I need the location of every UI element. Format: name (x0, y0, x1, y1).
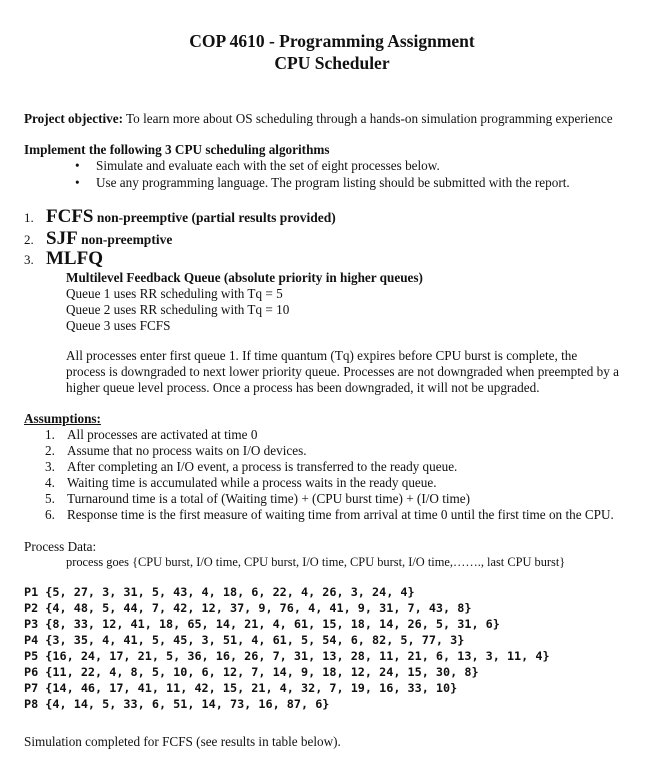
process-row: P1 {5, 27, 3, 31, 5, 43, 4, 18, 6, 22, 4, 26, 3, 24, 4} (24, 585, 415, 599)
algorithm-number: 3. (24, 252, 34, 267)
assumption-item (45, 427, 258, 443)
process-row: P7 {14, 46, 17, 41, 11, 42, 15, 21, 4, 32, 7, 19, 16, 33, 10} (24, 681, 458, 695)
objective-line (24, 111, 613, 127)
algorithm-name: SJF (46, 228, 78, 249)
assumption-item (45, 475, 437, 491)
assumption-number: 4. (45, 475, 55, 490)
algorithm-desc: non-preemptive (partial results provided) (93, 210, 336, 225)
mlfq-heading: Multilevel Feedback Queue (absolute priority in higher queues) (66, 270, 423, 285)
assumption-text: Response time is the first measure of waiting time from arrival at time 0 until the first time on the CPU. (67, 507, 614, 522)
mlfq-paragraph-line: All processes enter first queue 1. If time quantum (Tq) expires before CPU burst is complete, the (66, 348, 578, 363)
process-row: P5 {16, 24, 17, 21, 5, 36, 16, 26, 7, 31, 13, 28, 11, 21, 6, 13, 3, 11, 4} (24, 649, 550, 663)
assumption-number: 5. (45, 491, 55, 506)
assumption-text: Assume that no process waits on I/O devices. (67, 443, 307, 458)
title-assignment: CPU Scheduler (274, 53, 390, 73)
algorithm-number: 1. (24, 210, 34, 225)
objective-label: Project objective: (24, 111, 123, 126)
algorithm-item-mlfq (24, 248, 103, 270)
process-data-heading: Process Data: (24, 539, 97, 554)
assumption-text: Turnaround time is a total of (Waiting time) + (CPU burst time) + (I/O time) (67, 491, 471, 506)
algorithm-name: MLFQ (46, 248, 103, 269)
assumption-number: 3. (45, 459, 55, 474)
process-row: P2 {4, 48, 5, 44, 7, 42, 12, 37, 9, 76, 4, 41, 9, 31, 7, 43, 8} (24, 601, 472, 615)
mlfq-paragraph-line: process is downgraded to next lower priority queue. Processes are not downgraded when preempted by a (66, 364, 619, 379)
assumption-text: After completing an I/O event, a process is transferred to the ready queue. (67, 459, 458, 474)
assumption-number: 2. (45, 443, 55, 458)
assumption-item (45, 507, 614, 523)
process-row: P3 {8, 33, 12, 41, 18, 65, 14, 21, 4, 61, 15, 18, 14, 26, 5, 31, 6} (24, 617, 500, 631)
assumption-text: Waiting time is accumulated while a process waits in the ready queue. (67, 475, 437, 490)
implement-heading: Implement the following 3 CPU scheduling algorithms (24, 142, 330, 157)
algorithm-desc: non-preemptive (77, 232, 173, 247)
assumptions-heading: Assumptions: (24, 411, 101, 426)
assumption-item (45, 459, 458, 475)
process-row: P6 {11, 22, 4, 8, 5, 10, 6, 12, 7, 14, 9, 18, 12, 24, 15, 30, 8} (24, 665, 479, 679)
bullet-item: • Use any programming language. The program listing should be submitted with the report. (96, 175, 570, 191)
mlfq-paragraph-line: higher queue level process. Once a process has been downgraded, it will not be upgraded. (66, 380, 540, 395)
algorithm-item-fcfs (24, 206, 336, 228)
bullet-item: • Simulate and evaluate each with the set of eight processes below. (96, 158, 440, 174)
algorithm-item-sjf (24, 228, 172, 250)
algorithm-name: FCFS (46, 206, 94, 227)
assumption-number: 6. (45, 507, 55, 522)
process-row: P4 {3, 35, 4, 41, 5, 45, 3, 51, 4, 61, 5, 54, 6, 82, 5, 77, 3} (24, 633, 465, 647)
assumption-text: All processes are activated at time 0 (67, 427, 258, 442)
assumption-item (45, 443, 307, 459)
objective-text: To learn more about OS scheduling through a hands-on simulation programming experience (122, 111, 613, 126)
process-row: P8 {4, 14, 5, 33, 6, 51, 14, 73, 16, 87, 6} (24, 697, 330, 711)
assumption-number: 1. (45, 427, 55, 442)
footer-note: Simulation completed for FCFS (see results in table below). (24, 734, 341, 749)
title-course: COP 4610 - Programming Assignment (189, 31, 475, 51)
mlfq-queue: Queue 2 uses RR scheduling with Tq = 10 (66, 302, 290, 317)
mlfq-queue: Queue 3 uses FCFS (66, 318, 171, 333)
mlfq-queue: Queue 1 uses RR scheduling with Tq = 5 (66, 286, 283, 301)
algorithm-number: 2. (24, 232, 34, 247)
assumption-item (45, 491, 471, 507)
process-data-format: process goes {CPU burst, I/O time, CPU burst, I/O time, CPU burst, I/O time,……., last CPU burst} (66, 555, 566, 569)
